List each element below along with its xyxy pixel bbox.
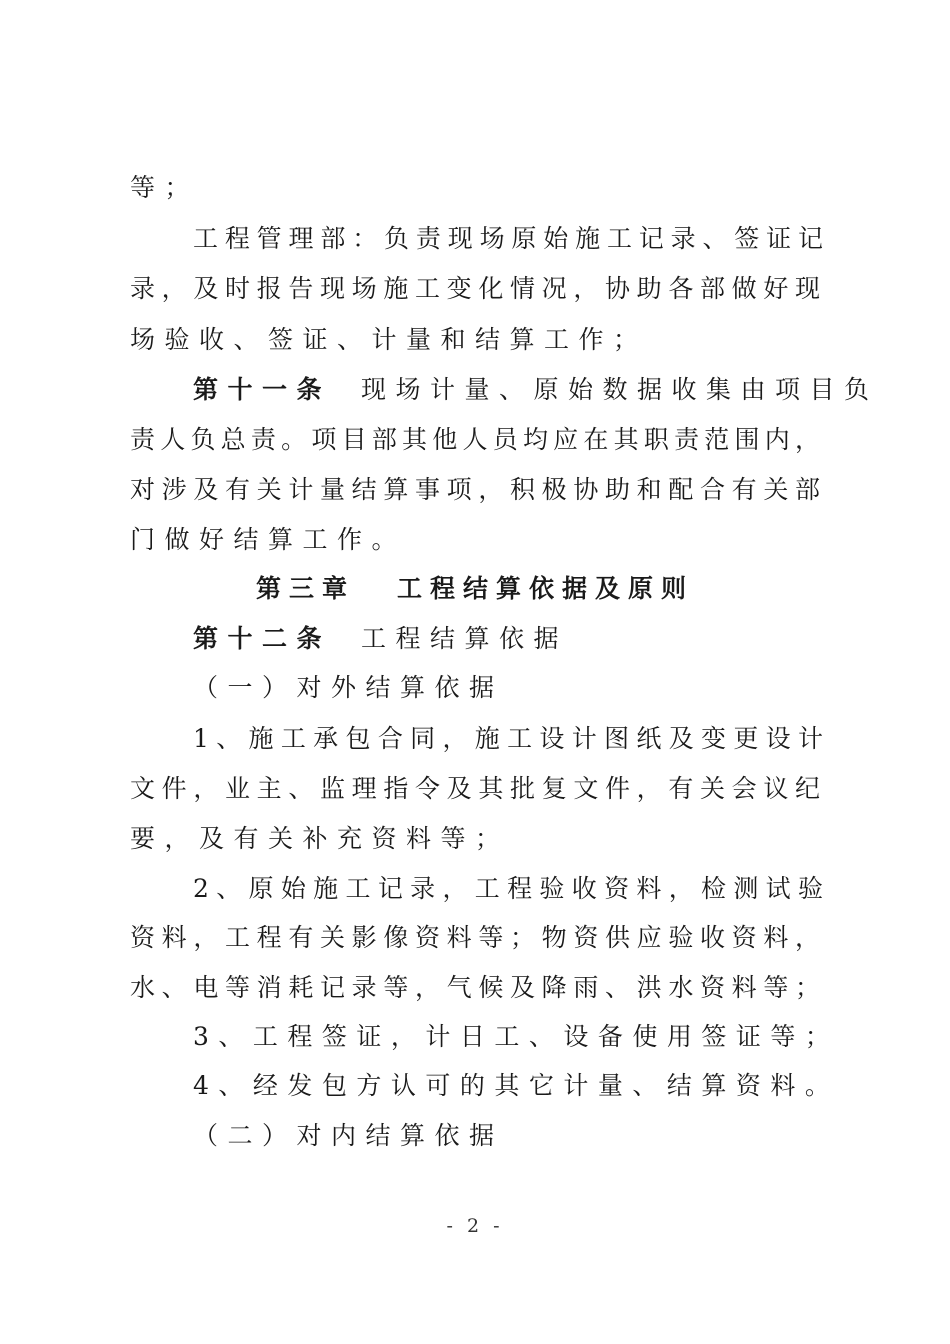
section-heading: （二）对内结算依据 (193, 1121, 504, 1150)
text-line: 对涉及有关计量结算事项，积极协助和配合有关部 (130, 475, 820, 504)
text-line: 工程管理部：负责现场原始施工记录、签证记 (193, 224, 823, 253)
list-item-line: 4、经发包方认可的其它计量、结算资料。 (193, 1071, 840, 1100)
article-12-label: 第十二条 (193, 624, 332, 653)
chapter-heading (0, 574, 950, 604)
text-line: 场验收、签证、计量和结算工作； (130, 325, 648, 354)
text-line: 等； (130, 173, 200, 202)
list-item-line: 1、施工承包合同，施工设计图纸及变更设计 (193, 724, 823, 753)
text-line: 责人负总责。项目部其他人员均应在其职责范围内， (130, 425, 820, 454)
text-line: 门做好结算工作。 (130, 525, 407, 554)
list-item-line: 2、原始施工记录，工程验收资料，检测试验 (193, 874, 823, 903)
text-line: 工程结算依据 (361, 624, 569, 653)
text-line: 水、电等消耗记录等，气候及降雨、洪水资料等； (130, 973, 820, 1002)
text-line: 录，及时报告现场施工变化情况，协助各部做好现 (130, 274, 820, 303)
chapter-title: 工程结算依据及原则 (397, 574, 695, 603)
article-11-first-line (193, 375, 879, 405)
chapter-number: 第三章 (255, 574, 355, 603)
text-line: 资料，工程有关影像资料等；物资供应验收资料， (130, 923, 820, 952)
list-item-line: 3、工程签证，计日工、设备使用签证等； (193, 1022, 840, 1051)
page-number: - 2 - (446, 1215, 504, 1237)
article-11-label: 第十一条 (193, 375, 332, 404)
text-line: 要，及有关补充资料等； (130, 824, 510, 853)
text-line: 文件，业主、监理指令及其批复文件，有关会议纪 (130, 774, 820, 803)
article-12-line (193, 624, 823, 654)
section-heading: （一）对外结算依据 (193, 673, 504, 702)
text-line: 现场计量、原始数据收集由项目负 (361, 375, 879, 404)
